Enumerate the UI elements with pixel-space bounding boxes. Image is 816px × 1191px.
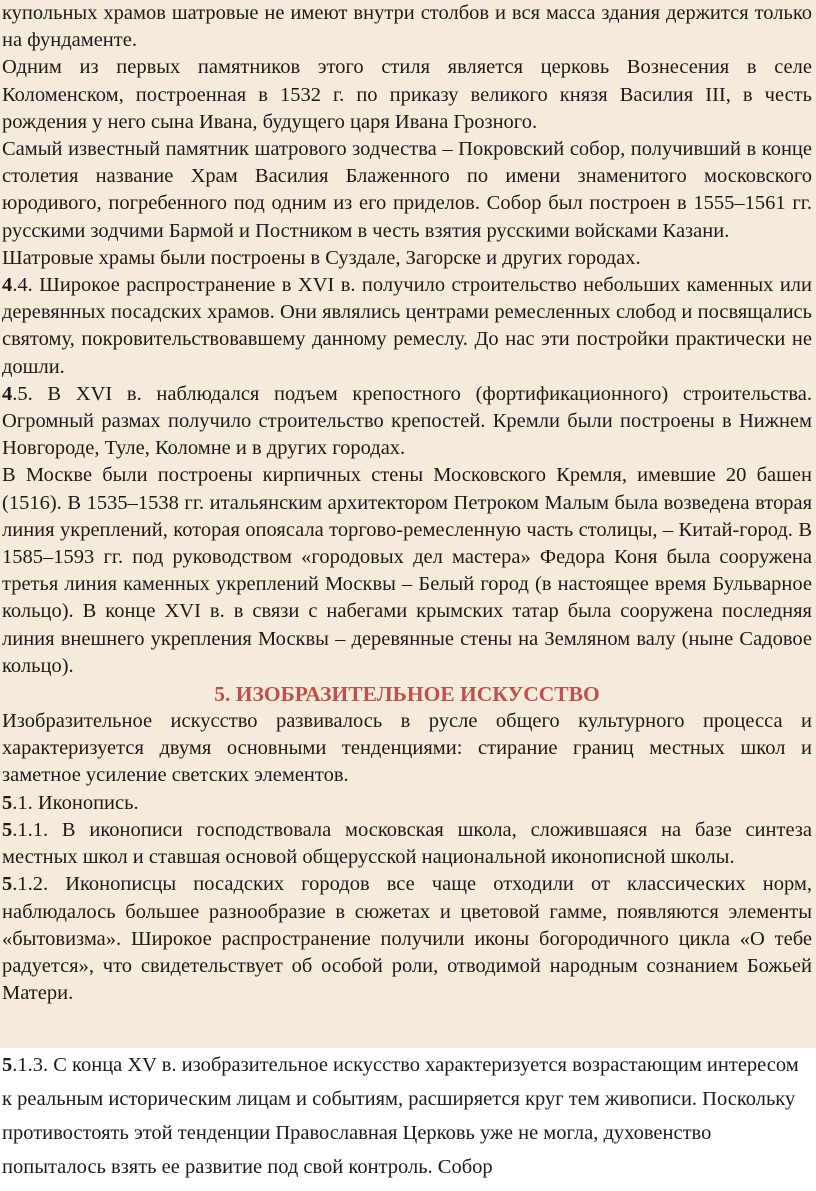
section-5-1-3 — [2, 1048, 812, 1184]
section-number: 4 — [2, 274, 13, 297]
paragraph-moscow-walls: В Москве были построены кирпичных стены Московского Кремля, имевшие 20 башен (1516). В 1535–1538 гг. итальянским архитектором Петроком Малым была возведена вторая линия укреплений, которая опоясала торгово-ремесленную часть столицы, – Китай-город. В 1585–1593 гг. под руководством «городовых дел мастера» Федора Коня была сооружена третья линия каменных укреплений Москвы – Белый город (в настоящее время Бульварное кольцо). В конце XVI в. в связи с набегами крымских татар была сооружена последняя линия внешнего укрепления Москвы – деревянные стены на Земляном валу (ныне Садовое кольцо). — [2, 464, 812, 677]
paragraph-art: Изобразительное искусство развивалось в русле общего культурного процесса и характеризуется двумя основными тенденциями: стирание границ местных школ и заметное усиление светских элементов. — [2, 710, 812, 787]
plain-region — [0, 1048, 816, 1184]
paragraph-voznesenie: Одним из первых памятников этого стиля является церковь Вознесения в селе Коломенском, построенная в 1532 г. по приказу великого князя Василия III, в честь рождения у него сына Ивана, будущего царя Ивана Грозного. — [2, 56, 812, 133]
section-text: .1.3. С конца XV в. изобразительное искусство характеризуется возрастающим интересом к реальным историческим лицам и событиям, расширяется круг тем живописи. Поскольку противостоять этой тенденции Православная Церковь уже не могла, духовенство попыталось взять ее развитие под свой контроль. Собор — [2, 1054, 799, 1178]
section-5-1 — [2, 790, 812, 817]
section-text: .1.2. Иконописцы посадских городов все чаще отходили от классических норм, наблюдалось большее разнообразие в сюжетах и цветовой гамме, появляются элементы «бытовизма». Широкое распространение получили иконы богородичного цикла «О тебе радуется», что свидетельствует об особой роли, отводимой народным сознанием Божьей Матери. — [2, 873, 812, 1005]
section-5-1-1 — [2, 817, 812, 871]
section-4-4 — [2, 272, 812, 381]
section-text: .5. В XVI в. наблюдался подъем крепостного (фортификационного) строительства. Огромный размах получило строительство крепостей. Кремли были построены в Нижнем Новгороде, Туле, Коломне и в других городах. — [2, 382, 812, 460]
section-text: .4. Широкое распространение в XVI в. получило строительство небольших каменных или деревянных посадских храмов. Они являлись центрами ремесленных слобод и посвящались святому, покровительствовавшему данному ремеслу. До нас эти постройки практически не дошли. — [2, 274, 812, 378]
section-number: 4 — [2, 382, 13, 405]
paragraph-pokrovsky: Самый известный памятник шатрового зодчества – Покровский собор, получивший в конце столетия название Храм Василия Блаженного по имени знаменитого московского юродивого, погребенного под одним из его приделов. Собор был построен в 1555–1561 гг. русскими зодчими Бармой и Постником в честь взятия русскими войсками Казани. — [2, 138, 812, 242]
section-text: .1.1. В иконописи господствовала московская школа, сложившаяся на базе синтеза местных школ и ставшая основой общерусской национальной иконописной школы. — [2, 818, 812, 869]
section-number: 5 — [2, 1054, 13, 1076]
section-number: 5 — [2, 818, 13, 841]
section-4-5 — [2, 381, 812, 463]
section-5-1-2 — [2, 871, 812, 1007]
section-text: .1. Иконопись. — [12, 791, 139, 814]
paragraph-shatrovye: Шатровые храмы были построены в Суздале, Загорске и других городах. — [2, 246, 641, 269]
paragraph-fundament: купольных храмов шатровые не имеют внутри столбов и вся масса здания держится только на фундаменте. — [2, 2, 812, 52]
section-number: 5 — [2, 791, 13, 814]
section-number: 5 — [2, 873, 13, 896]
section-heading: 5. ИЗОБРАЗИТЕЛЬНОЕ ИСКУССТВО — [214, 682, 600, 707]
